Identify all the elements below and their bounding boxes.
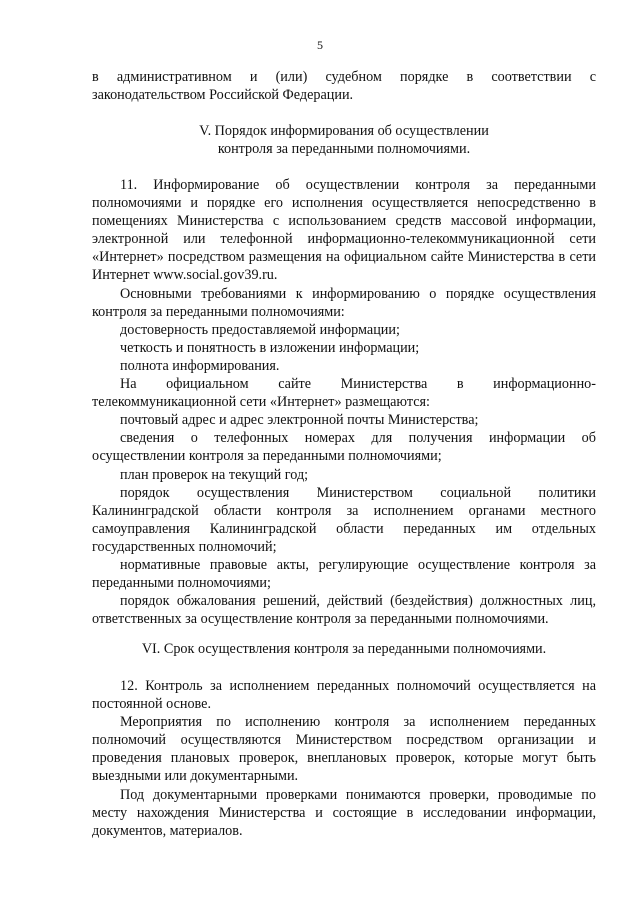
list-item: нормативные правовые акты, регулирующие осуществление контроля за переданными полномочиями;: [92, 556, 596, 592]
list-item: четкость и понятность в изложении информации;: [120, 339, 420, 356]
list-item: сведения о телефонных номерах для получения информации об осуществлении контроля за переданными полномочиями;: [92, 430, 596, 465]
paragraph-website: На официальном сайте Министерства в информационно-телекоммуникационной сети «Интернет» размещаются:: [92, 376, 596, 411]
intro-paragraph: в административном и (или) судебном порядке в соответствии с законодательством Российской Федерации.: [92, 69, 596, 104]
section-5-heading-line-1: V. Порядок информирования об осуществлении: [199, 123, 489, 139]
paragraph-measures: Мероприятия по исполнению контроля за исполнением переданных полномочий осуществляются Министерством посредством организации и проведения плановых проверок, внеплановых проверок, которые могут быть выездными или документарными.: [92, 714, 596, 785]
paragraph-requirements: Основными требованиями к информированию о порядке осуществления контроля за переданными полномочиями:: [92, 285, 596, 320]
page-number: 5: [317, 38, 323, 52]
section-5-heading-line-2: контроля за переданными полномочиями.: [217, 141, 471, 158]
section-6-heading: [92, 640, 596, 658]
list-item: полнота информирования.: [120, 357, 280, 374]
list-item: план проверок на текущий год;: [120, 466, 309, 483]
list-item: порядок обжалования решений, действий (бездействия) должностных лиц, ответственных за осуществление контроля за переданными полномочиями.: [92, 593, 596, 628]
list-item: достоверность предоставляемой информации;: [120, 321, 400, 338]
paragraph-documentary-checks: Под документарными проверками понимаются проверки, проводимые по месту нахождения Министерства и состоящие в исследовании информации, документов, материалов.: [92, 786, 596, 839]
section-6-heading-line-1: VI. Срок осуществления контроля за переданными полномочиями.: [141, 641, 547, 657]
intro-block: [92, 68, 596, 104]
list-item: почтовый адрес и адрес электронной почты Министерства;: [120, 412, 479, 429]
section-5-heading: [92, 122, 596, 158]
section-5-body: [92, 176, 596, 628]
section-6-body: [92, 677, 596, 840]
paragraph-12: 12. Контроль за исполнением переданных полномочий осуществляется на постоянной основе.: [92, 678, 596, 713]
paragraph-11: 11. Информирование об осуществлении контроля за переданными полномочиями и порядке его исполнения осуществляется непосредственно в помещениях Министерства с использованием средств массовой информации, электронной или телефонной информационно-телекоммуникационной сети «Интернет» посредством размещения на официальном сайте Министерства в сети Интернет www.social.gov39.ru.: [92, 177, 596, 284]
list-item: порядок осуществления Министерством социальной политики Калининградской области контроля за исполнением органами местного самоуправления Калининградской области переданных им отдельных государственных полномочий;: [92, 484, 596, 555]
